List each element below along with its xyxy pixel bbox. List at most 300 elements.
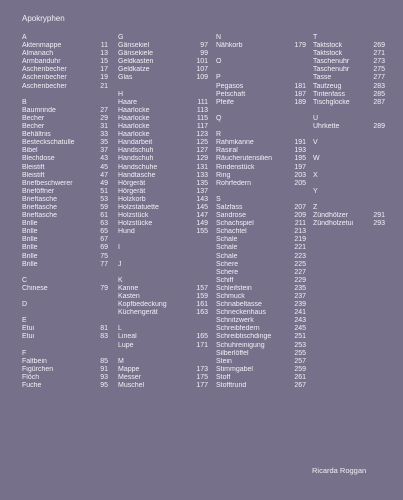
section-gap	[22, 269, 108, 277]
entry-name: Hörgerät	[118, 187, 146, 195]
entry-name: Stimmgabel	[216, 365, 253, 373]
index-entry	[216, 317, 306, 325]
entry-name: Brieftasche	[22, 212, 58, 220]
index-entry	[216, 277, 306, 285]
index-entry	[216, 374, 306, 382]
index-entry	[313, 220, 385, 228]
entry-page: 35	[100, 139, 108, 147]
index-entry	[118, 301, 208, 309]
index-entry	[22, 261, 108, 269]
entry-name: Uhrkette	[313, 123, 340, 131]
section-letter: K	[118, 276, 123, 284]
index-entry	[216, 164, 306, 172]
entry-name: Almanach	[22, 50, 54, 58]
entry-page: 19	[100, 74, 108, 82]
index-entry	[313, 99, 385, 107]
entry-page: 17	[100, 66, 108, 74]
section-letter: I	[118, 244, 120, 252]
entry-page: 131	[196, 163, 208, 171]
entry-name: Hund	[118, 228, 135, 236]
section-gap	[313, 107, 385, 115]
entry-name: Briefbeschwerer	[22, 179, 73, 187]
entry-name: Küchengerät	[118, 309, 158, 317]
entry-page: 135	[196, 179, 208, 187]
entry-name: Schnitzwerk	[216, 317, 254, 325]
index-entry	[216, 204, 306, 212]
section-letter: M	[118, 357, 124, 365]
index-entry	[216, 244, 306, 252]
entry-page: 291	[373, 212, 385, 220]
index-entry	[118, 66, 208, 74]
entry-page: 127	[196, 147, 208, 155]
section-letter: U	[313, 114, 319, 122]
section-letter: D	[22, 301, 28, 309]
entry-page: 101	[196, 58, 208, 66]
index-entry	[22, 74, 108, 82]
entry-page: 137	[196, 187, 208, 195]
index-entry	[118, 107, 208, 115]
entry-name: Brille	[22, 236, 38, 244]
section-letter: G	[118, 34, 124, 41]
entry-page: 165	[196, 333, 208, 341]
index-entry	[22, 139, 108, 147]
entry-page: 239	[294, 301, 306, 309]
index-entry	[216, 269, 306, 277]
entry-page: 189	[294, 98, 306, 106]
section-gap	[313, 131, 385, 139]
section-gap	[313, 196, 385, 204]
section-gap	[313, 147, 385, 155]
entry-page: 207	[294, 203, 306, 211]
index-entry	[22, 244, 108, 252]
entry-page: 45	[100, 163, 108, 171]
section-letter: X	[313, 171, 318, 179]
entry-name: Räucherutensilien	[216, 155, 273, 163]
entry-name: Stoff	[216, 373, 231, 381]
index-entry	[118, 99, 208, 107]
entry-name: Aktenmappe	[22, 42, 62, 50]
entry-page: 285	[373, 90, 385, 98]
entry-page: 21	[100, 82, 108, 90]
section-letter: J	[118, 260, 122, 268]
entry-name: Holzstück	[118, 212, 149, 220]
entry-name: Brieftasche	[22, 203, 58, 211]
entry-page: 187	[294, 90, 306, 98]
index-entry	[118, 180, 208, 188]
index-entry	[313, 66, 385, 74]
entry-name: Armbanduhr	[22, 58, 61, 66]
entry-name: Becher	[22, 114, 45, 122]
entry-page: 79	[100, 284, 108, 292]
section-letter: S	[216, 195, 221, 203]
index-entry	[22, 374, 108, 382]
entry-page: 259	[294, 365, 306, 373]
index-entry	[22, 172, 108, 180]
entry-name: Aschenbecher	[22, 66, 67, 74]
section-letter: F	[22, 349, 27, 357]
index-entry	[216, 309, 306, 317]
entry-name: Hörgerät	[118, 179, 146, 187]
index-entry	[118, 382, 208, 390]
entry-page: 91	[100, 365, 108, 373]
entry-name: Brille	[22, 260, 38, 268]
entry-name: Gänsekiele	[118, 50, 154, 58]
index-entry	[118, 123, 208, 131]
index-entry	[118, 196, 208, 204]
index-entry	[118, 42, 208, 50]
index-entry	[313, 83, 385, 91]
index-entry	[216, 366, 306, 374]
entry-page: 31	[100, 123, 108, 131]
entry-name: Bleistift	[22, 171, 45, 179]
entry-name: Handschuh	[118, 147, 154, 155]
index-entry	[22, 220, 108, 228]
index-entry	[118, 172, 208, 180]
index-entry	[118, 74, 208, 82]
index-entry	[118, 285, 208, 293]
entry-name: Muschel	[118, 382, 145, 390]
entry-page: 67	[100, 236, 108, 244]
entry-page: 177	[196, 382, 208, 390]
index-entry	[118, 309, 208, 317]
entry-page: 123	[196, 131, 208, 139]
entry-name: Zündhölzer	[313, 212, 349, 220]
entry-name: Messer	[118, 373, 141, 381]
index-entry	[118, 50, 208, 58]
index-entry	[216, 91, 306, 99]
entry-page: 47	[100, 171, 108, 179]
entry-name: Schuhreinigung	[216, 341, 265, 349]
entry-name: Salzfass	[216, 203, 243, 211]
entry-name: Aschenbecher	[22, 82, 67, 90]
entry-page: 171	[196, 341, 208, 349]
index-entry	[22, 204, 108, 212]
entry-page: 109	[196, 74, 208, 82]
entry-page: 77	[100, 260, 108, 268]
section-letter: H	[118, 90, 124, 98]
index-entry	[118, 204, 208, 212]
index-entry	[22, 253, 108, 261]
entry-page: 83	[100, 333, 108, 341]
index-entry	[313, 123, 385, 131]
section-letter: R	[216, 131, 222, 139]
index-entry	[118, 366, 208, 374]
section-gap	[22, 309, 108, 317]
index-entry	[22, 50, 108, 58]
entry-page: 75	[100, 252, 108, 260]
entry-name: Zündholzetui	[313, 220, 354, 228]
entry-name: Schachspiel	[216, 220, 254, 228]
entry-name: Kasten	[118, 293, 140, 300]
entry-page: 113	[196, 106, 208, 114]
entry-name: Besteckschatulle	[22, 139, 75, 147]
index-entry	[22, 155, 108, 163]
entry-name: Chinese	[22, 284, 48, 292]
section-gap	[216, 188, 306, 196]
entry-page: 245	[294, 325, 306, 333]
section-letter: C	[22, 276, 28, 284]
entry-page: 275	[373, 66, 385, 74]
entry-name: Haarlocke	[118, 106, 150, 114]
entry-name: Gänsekiel	[118, 42, 150, 50]
index-entry	[216, 342, 306, 350]
entry-page: 157	[196, 284, 208, 292]
index-entry	[118, 147, 208, 155]
index-entry	[118, 293, 208, 301]
entry-page: 197	[294, 163, 306, 171]
index-entry	[216, 325, 306, 333]
index-entry	[118, 374, 208, 382]
section-gap	[118, 253, 208, 261]
entry-page: 213	[294, 228, 306, 236]
entry-name: Rasiral	[216, 147, 238, 155]
entry-page: 133	[196, 171, 208, 179]
index-column-3	[216, 34, 306, 390]
entry-page: 211	[294, 220, 306, 228]
entry-page: 13	[100, 50, 108, 58]
entry-name: Handarbeit	[118, 139, 153, 147]
entry-name: Brille	[22, 244, 38, 252]
entry-page: 163	[196, 309, 208, 317]
section-gap	[118, 350, 208, 358]
index-entry	[118, 115, 208, 123]
section-letter: B	[22, 98, 27, 106]
section-gap	[216, 123, 306, 131]
page-title: Apokryphen	[22, 14, 65, 23]
entry-page: 43	[100, 155, 108, 163]
entry-name: Lineal	[118, 333, 137, 341]
entry-name: Handschuhe	[118, 163, 158, 171]
entry-page: 27	[100, 106, 108, 114]
entry-name: Schmuck	[216, 293, 245, 300]
entry-page: 143	[196, 195, 208, 203]
entry-page: 63	[100, 220, 108, 228]
entry-name: Schale	[216, 244, 238, 252]
entry-name: Etui	[22, 325, 35, 333]
index-entry	[22, 366, 108, 374]
index-entry	[22, 131, 108, 139]
index-entry	[216, 139, 306, 147]
entry-page: 95	[100, 382, 108, 390]
entry-page: 65	[100, 228, 108, 236]
section-letter: Q	[216, 114, 222, 122]
index-entry	[118, 131, 208, 139]
entry-page: 229	[294, 276, 306, 284]
index-entry	[22, 358, 108, 366]
entry-name: Brieftasche	[22, 195, 58, 203]
entry-page: 37	[100, 147, 108, 155]
index-entry	[216, 358, 306, 366]
entry-page: 205	[294, 179, 306, 187]
entry-name: Holzstücke	[118, 220, 153, 228]
index-entry	[22, 188, 108, 196]
entry-name: Pegasos	[216, 82, 244, 90]
entry-name: Schere	[216, 268, 239, 276]
entry-page: 125	[196, 139, 208, 147]
index-entry	[216, 172, 306, 180]
entry-page: 237	[294, 293, 306, 300]
index-entry	[216, 180, 306, 188]
entry-name: Schleifstein	[216, 284, 252, 292]
entry-page: 33	[100, 131, 108, 139]
index-entry	[216, 228, 306, 236]
entry-name: Taschenuhr	[313, 58, 350, 66]
index-column-4	[313, 34, 385, 228]
entry-page: 175	[196, 373, 208, 381]
entry-name: Rindenstück	[216, 163, 255, 171]
index-entry	[216, 293, 306, 301]
index-entry	[313, 42, 385, 50]
index-entry	[22, 123, 108, 131]
index-entry	[22, 58, 108, 66]
entry-name: Schale	[216, 236, 238, 244]
entry-page: 227	[294, 268, 306, 276]
entry-name: Schreibfedern	[216, 325, 260, 333]
section-gap	[118, 269, 208, 277]
entry-name: Mappe	[118, 365, 140, 373]
entry-name: Taschenuhr	[313, 66, 350, 74]
entry-page: 193	[294, 147, 306, 155]
index-entry	[22, 236, 108, 244]
section-letter: Y	[313, 187, 318, 195]
author-credit: Ricarda Roggan	[312, 466, 367, 475]
index-entry	[118, 220, 208, 228]
section-gap	[313, 164, 385, 172]
entry-page: 261	[294, 373, 306, 381]
entry-name: Etui	[22, 333, 35, 341]
index-entry	[118, 212, 208, 220]
section-gap	[216, 107, 306, 115]
entry-name: Haarlocke	[118, 123, 150, 131]
entry-page: 271	[373, 50, 385, 58]
index-entry	[216, 261, 306, 269]
entry-page: 99	[200, 50, 208, 58]
entry-name: Tasse	[313, 74, 332, 82]
index-entry	[118, 188, 208, 196]
entry-page: 97	[200, 42, 208, 50]
index-column-1	[22, 34, 108, 390]
section-gap	[118, 317, 208, 325]
index-entry	[216, 155, 306, 163]
entry-name: Nähkorb	[216, 42, 243, 50]
index-entry	[22, 83, 108, 91]
entry-name: Ring	[216, 171, 231, 179]
entry-name: Brille	[22, 228, 38, 236]
index-entry	[118, 164, 208, 172]
index-entry	[22, 382, 108, 390]
entry-page: 11	[100, 42, 108, 50]
entry-page: 49	[100, 179, 108, 187]
entry-name: Sandrose	[216, 212, 246, 220]
index-entry	[118, 155, 208, 163]
entry-name: Tintenfass	[313, 90, 346, 98]
section-letter: W	[313, 155, 320, 163]
index-entry	[22, 333, 108, 341]
entry-page: 267	[294, 382, 306, 390]
entry-name: Schneckenhaus	[216, 309, 266, 317]
entry-name: Schere	[216, 260, 239, 268]
entry-page: 273	[373, 58, 385, 66]
entry-name: Behältnis	[22, 131, 51, 139]
entry-name: Rohrfedern	[216, 179, 252, 187]
index-entry	[22, 42, 108, 50]
index-entry	[216, 83, 306, 91]
entry-page: 173	[196, 365, 208, 373]
entry-page: 159	[196, 293, 208, 300]
entry-page: 195	[294, 155, 306, 163]
entry-page: 129	[196, 155, 208, 163]
entry-page: 191	[294, 139, 306, 147]
section-gap	[22, 91, 108, 99]
entry-page: 287	[373, 98, 385, 106]
entry-page: 81	[100, 325, 108, 333]
entry-page: 53	[100, 195, 108, 203]
section-letter: O	[216, 58, 222, 66]
entry-name: Bibel	[22, 147, 38, 155]
section-letter: V	[313, 139, 318, 147]
index-entry	[22, 325, 108, 333]
index-entry	[22, 228, 108, 236]
index-entry	[216, 350, 306, 358]
entry-page: 209	[294, 212, 306, 220]
index-entry	[22, 164, 108, 172]
entry-name: Taufzeug	[313, 82, 342, 90]
index-entry	[22, 66, 108, 74]
entry-name: Rahmkanne	[216, 139, 254, 147]
section-letter: N	[216, 34, 222, 41]
index-entry	[313, 212, 385, 220]
entry-name: Haarlocke	[118, 131, 150, 139]
entry-name: Schiff	[216, 276, 234, 284]
index-entry	[216, 212, 306, 220]
index-entry	[216, 285, 306, 293]
index-entry	[118, 342, 208, 350]
index-entry	[313, 58, 385, 66]
entry-page: 221	[294, 244, 306, 252]
entry-name: Kanne	[118, 284, 139, 292]
entry-name: Silberlöffel	[216, 349, 249, 357]
index-entry	[313, 91, 385, 99]
section-gap	[216, 66, 306, 74]
entry-page: 145	[196, 203, 208, 211]
entry-name: Schnabeltasse	[216, 301, 262, 309]
entry-name: Lupe	[118, 341, 134, 349]
entry-page: 203	[294, 171, 306, 179]
index-entry	[22, 107, 108, 115]
section-letter: P	[216, 74, 221, 82]
index-entry	[216, 147, 306, 155]
entry-page: 289	[373, 123, 385, 131]
entry-name: Becher	[22, 123, 45, 131]
index-entry	[118, 333, 208, 341]
section-gap	[118, 236, 208, 244]
index-entry	[22, 115, 108, 123]
entry-page: 111	[197, 98, 208, 106]
entry-page: 149	[196, 220, 208, 228]
entry-page: 93	[100, 373, 108, 381]
entry-name: Haare	[118, 98, 138, 106]
entry-name: Fuche	[22, 382, 42, 390]
entry-name: Schale	[216, 252, 238, 260]
entry-page: 241	[294, 309, 306, 317]
entry-name: Brieföffner	[22, 187, 55, 195]
index-entry	[22, 212, 108, 220]
entry-name: Taktstock	[313, 42, 343, 50]
entry-page: 147	[196, 212, 208, 220]
index-entry	[216, 253, 306, 261]
entry-page: 253	[294, 341, 306, 349]
entry-page: 61	[100, 212, 108, 220]
